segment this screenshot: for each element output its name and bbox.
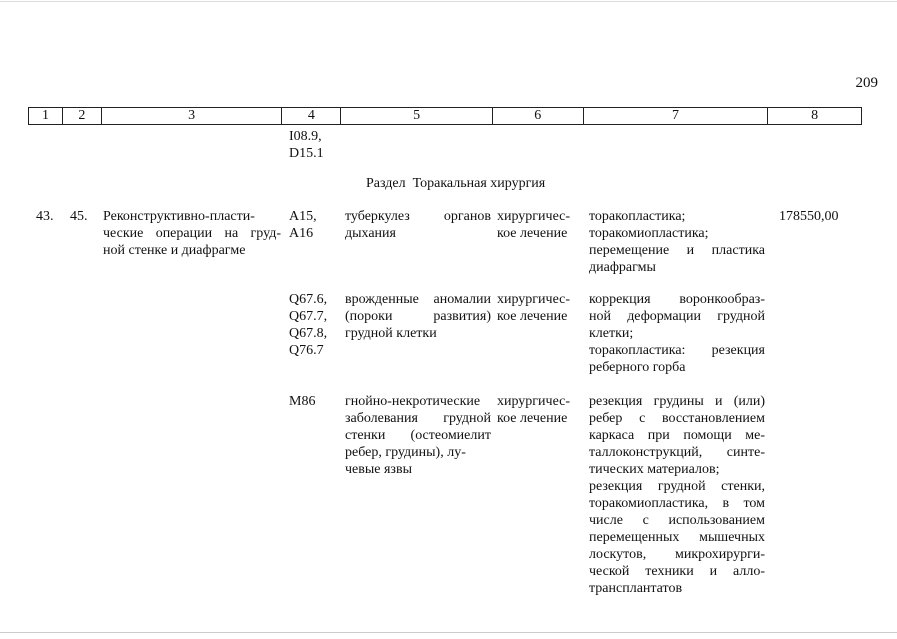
disease-line: чевые язвы [345,462,412,477]
disease-description [345,393,491,478]
treatment-method [589,208,765,276]
icd-codes [289,208,317,242]
icd-code: Q76.7 [289,343,324,358]
disease-line: ребер, грудины), лу- [345,445,466,460]
treatment-line: кое лечение [497,309,568,324]
icd-code: Q67.6, [289,292,328,307]
method-line: трансплантатов [589,581,683,596]
scan-bottom-edge [0,632,897,633]
icd-codes [289,291,327,359]
procedure-name-line: ческие операции на груд- [103,226,281,241]
icd-code: A15, [289,209,317,224]
header-col-6: 6 [493,108,584,124]
disease-line: туберкулез органов [345,209,491,224]
treatment-line: хирургичес- [497,209,571,224]
header-col-4: 4 [282,108,341,124]
row-number-2: 45. [70,209,88,224]
method-line: тических материалов; [589,462,720,477]
method-line: клетки; [589,326,634,341]
icd-codes [289,393,315,410]
method-line: торакопластика; [589,209,686,224]
page-number: 209 [855,75,878,91]
disease-line: гнойно-некротические [345,394,481,409]
icd-code: M86 [289,394,316,409]
header-col-8: 8 [811,108,819,123]
treatment-line: хирургичес- [497,292,571,307]
icd-code: Q67.8, [289,326,328,341]
method-line: ребер с восстановлением [589,411,765,426]
scan-top-edge [0,1,897,2]
disease-description [345,291,491,342]
method-line: таллоконструкций, синте- [589,445,765,460]
method-line: резекция грудной стенки, [589,479,765,494]
method-line: числе с использованием [589,513,765,528]
treatment-method [589,291,765,376]
treatment-type [497,393,570,427]
disease-line: стенки (остеомиелит [345,428,491,443]
treatment-line: кое лечение [497,226,568,241]
continued-code: I08.9, [289,129,322,144]
icd-code: Q67.7, [289,309,328,324]
procedure-name [103,208,281,259]
method-line: перемещенных мышечных [589,530,765,545]
method-line: каркаса при помощи ме- [589,428,765,443]
disease-line: (пороки развития) [345,309,491,324]
table-header-row [28,107,862,125]
disease-line: врожденные аномалии [345,292,491,307]
disease-line: дыхания [345,226,396,241]
treatment-line: кое лечение [497,411,568,426]
continued-code: D15.1 [289,146,324,161]
method-line: резекция грудины и (или) [589,394,765,409]
treatment-type [497,208,570,242]
header-col-2: 2 [63,108,102,124]
treatment-line: хирургичес- [497,394,571,409]
method-line: торакомиопластика, в том [589,496,765,511]
method-line: торакопластика: резекция [589,343,765,358]
method-line: реберного горба [589,360,686,375]
method-line: лоскутов, микрохирурги- [589,547,765,562]
icd-code: A16 [289,226,314,241]
continued-codes [289,128,324,162]
procedure-name-line: ной стенке и диафрагме [103,243,246,258]
header-col-5: 5 [341,108,493,124]
disease-description [345,208,491,242]
section-title: Раздел Торакальная хирургия [366,176,546,191]
disease-line: заболевания грудной [345,411,491,426]
treatment-method [589,393,765,597]
method-line: перемещение и пластика [589,243,765,258]
disease-line: грудной клетки [345,326,437,341]
row-number-1: 43. [36,209,54,224]
method-line: ной деформации грудной [589,309,765,324]
method-line: коррекция воронкообраз- [589,292,765,307]
header-col-7: 7 [584,108,769,124]
header-col-3: 3 [102,108,283,124]
method-line: торакомиопластика; [589,226,709,241]
header-col-1: 1 [29,108,63,124]
method-line: ческой техники и алло- [589,564,765,579]
procedure-name-line: Реконструктивно-пласти- [103,209,255,224]
treatment-type [497,291,570,325]
price: 178550,00 [779,209,839,224]
method-line: диафрагмы [589,260,656,275]
